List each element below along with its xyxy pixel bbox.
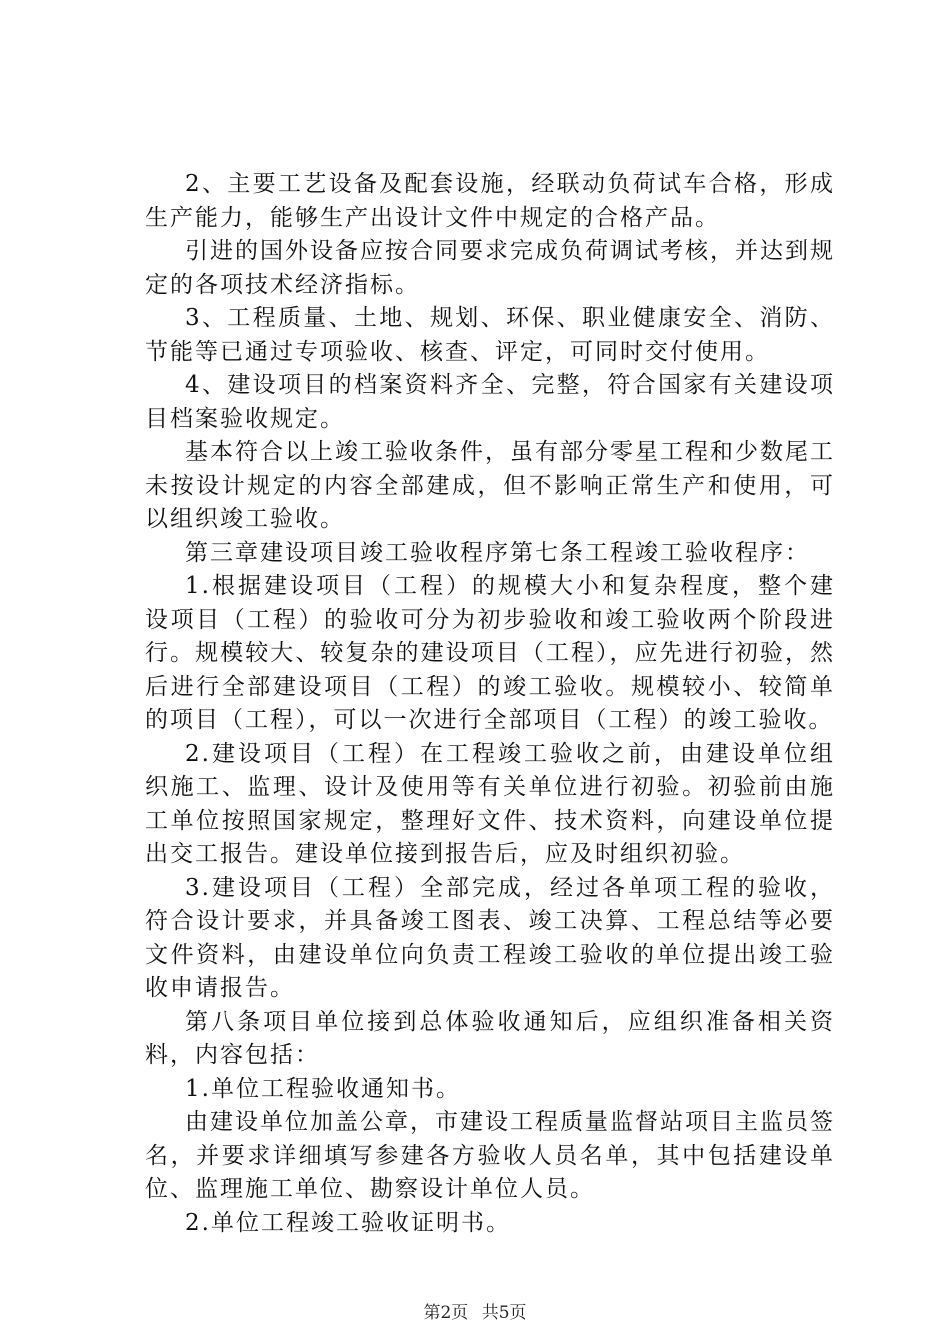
chapter-heading-paragraph: 第三章建设项目竣工验收程序第七条工程竣工验收程序： (185, 539, 810, 566)
paragraph: 1.根据建设项目（工程）的规模大小和复杂程度，整个建设项目（工程）的验收可分为初步验收和竣工验收两个阶段进行。规模较大、较复杂的建设项目（工程），应先进行初验，然后进行全部建设项目（工程）的竣工验收。规模较小、较简单的项目（工程），可以一次进行全部项目（工程）的竣工验收。 (145, 573, 835, 733)
paragraph: 2.单位工程竣工验收证明书。 (185, 1209, 511, 1236)
page-total: 共5页 (481, 1303, 527, 1323)
paragraph: 3.建设项目（工程）全部完成，经过各单项工程的验收，符合设计要求，并具备竣工图表、竣工决算、工程总结等必要文件资料，由建设单位向负责工程竣工验收的单位提出竣工验收申请报告。 (145, 874, 835, 1001)
paragraph: 由建设单位加盖公章，市建设工程质量监督站项目主监员签名，并要求详细填写参建各方验收人员名单，其中包括建设单位、监理施工单位、勘察设计单位人员。 (145, 1109, 835, 1202)
paragraph: 3、工程质量、土地、规划、环保、职业健康安全、消防、节能等已通过专项验收、核查、评定，可同时交付使用。 (145, 305, 835, 365)
document-body (145, 168, 835, 1240)
paragraph: 1.单位工程验收通知书。 (185, 1075, 461, 1102)
page-number: 第2页 (423, 1303, 469, 1323)
paragraph: 引进的国外设备应按合同要求完成负荷调试考核，并达到规定的各项技术经济指标。 (145, 238, 835, 298)
paragraph: 2、主要工艺设备及配套设施，经联动负荷试车合格，形成生产能力，能够生产出设计文件中规定的合格产品。 (145, 171, 835, 231)
paragraph: 基本符合以上竣工验收条件，虽有部分零星工程和少数尾工未按设计规定的内容全部建成，但不影响正常生产和使用，可以组织竣工验收。 (145, 439, 835, 532)
paragraph: 4、建设项目的档案资料齐全、完整，符合国家有关建设项目档案验收规定。 (145, 372, 835, 432)
page-footer (0, 1298, 950, 1323)
paragraph: 2.建设项目（工程）在工程竣工验收之前，由建设单位组织施工、监理、设计及使用等有关单位进行初验。初验前由施工单位按照国家规定，整理好文件、技术资料，向建设单位提出交工报告。建设单位接到报告后，应及时组织初验。 (145, 740, 835, 867)
article-paragraph: 第八条项目单位接到总体验收通知后，应组织准备相关资料，内容包括： (145, 1008, 835, 1068)
